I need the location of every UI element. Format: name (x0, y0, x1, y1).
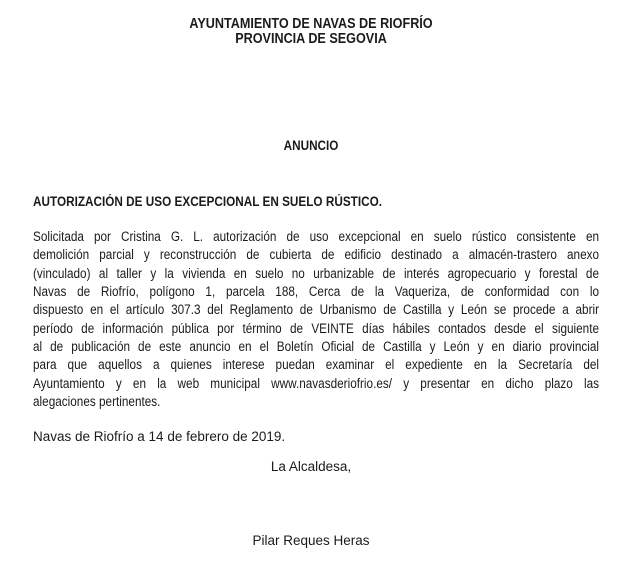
announcement-title: ANUNCIO (283, 138, 339, 153)
paragraph-line: período de información pública por término de VEINTE días hábiles contados desde el siguiente (33, 320, 600, 336)
paragraph-line: al de publicación de este anuncio en el Boletín Oficial de Castilla y León y en diario provincial (33, 338, 600, 354)
paragraph-line: para que aquellos a quienes interese puedan examinar el expediente en la Secretaría del (33, 357, 600, 373)
document-header (0, 17, 622, 48)
header-province: PROVINCIA DE SEGOVIA (235, 31, 387, 48)
subject-heading: AUTORIZACIÓN DE USO EXCEPCIONAL EN SUELO RÚSTICO. (33, 194, 383, 209)
paragraph-line: Solicitada por Cristina G. L. autorización de uso excepcional en suelo rústico consistente en (33, 229, 600, 244)
paragraph-line: Ayuntamiento y en la web municipal www.navasderiofrio.es/ y presentar en dicho plazo las (33, 375, 600, 391)
paragraph-line: (vinculado) al taller y la vivienda en suelo no urbanizable de interés agropecuario y forestal de (33, 265, 600, 281)
signature-role: La Alcaldesa, (270, 459, 352, 474)
signature-name: Pilar Reques Heras (252, 533, 370, 548)
paragraph-line: alegaciones pertinentes. (33, 393, 161, 409)
header-municipality: AYUNTAMIENTO DE NAVAS DE RIOFRÍO (189, 16, 433, 32)
paragraph-line: dispuesto en el artículo 307.3 del Reglamento de Urbanismo de Castilla y León se procede a abrir (33, 302, 600, 318)
paragraph-line: Navas de Riofrío, polígono 1, parcela 188, Cerca de la Vaqueriza, de conformidad con lo (33, 283, 600, 299)
place-date-line: Navas de Riofrío a 14 de febrero de 2019. (33, 429, 286, 444)
body-paragraph (33, 228, 599, 411)
paragraph-line: demolición parcial y reconstrucción de cubierta de edificio destinado a almacén-trastero anexo (33, 247, 600, 263)
